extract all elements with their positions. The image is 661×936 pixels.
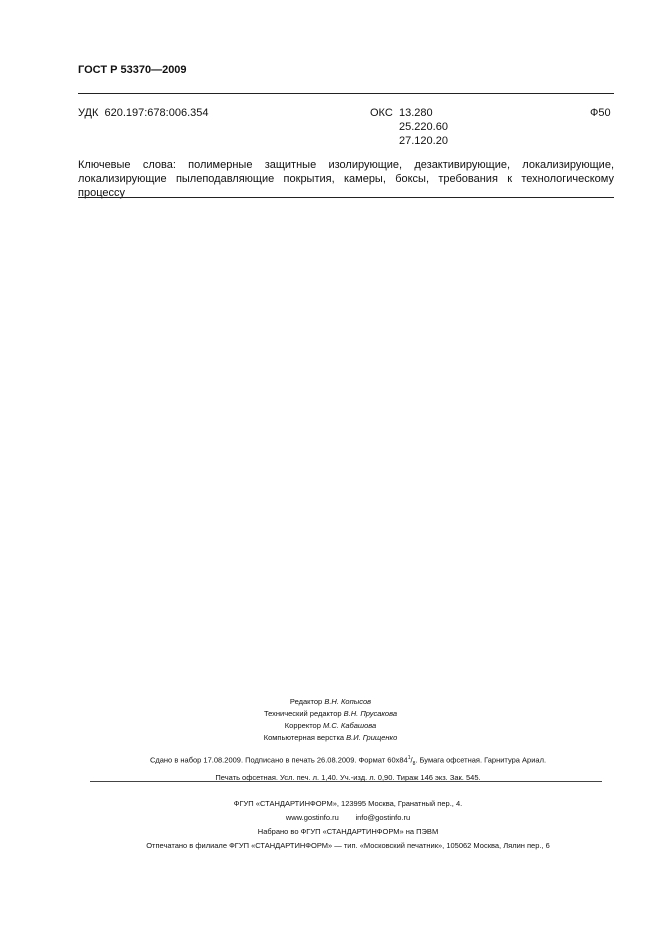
publisher-line: Набрано во ФГУП «СТАНДАРТИНФОРМ» на ПЭВМ	[257, 827, 439, 836]
format-slash: /	[410, 755, 413, 765]
udk-block	[78, 106, 208, 120]
credit-line	[0, 696, 661, 708]
credit-role: Технический редактор	[263, 709, 342, 718]
group-code: Ф50	[590, 107, 611, 119]
format-sup: 1	[407, 755, 411, 761]
credit-name: В.И. Грищенко	[346, 733, 398, 742]
udk-label: УДК	[78, 107, 99, 119]
standard-number: ГОСТ Р 53370—2009	[78, 64, 187, 76]
credit-line	[0, 732, 661, 744]
imprint-divider	[90, 781, 602, 782]
oks-value: 25.220.60	[399, 121, 448, 133]
credit-role: Корректор	[284, 721, 321, 730]
keywords-divider	[78, 197, 614, 198]
udk-value: 620.197:678:006.354	[104, 107, 209, 119]
credit-line	[0, 708, 661, 720]
oks-label: ОКС	[370, 107, 393, 119]
credit-name: М.С. Кабашова	[323, 721, 377, 730]
imprint-line: Печать офсетная. Усл. печ. л. 1,40. Уч.-изд. л. 0,90. Тираж 146 экз. Зак. 545.	[215, 773, 481, 782]
credit-name: В.Н. Прусакова	[343, 709, 398, 718]
format-sub: 8	[412, 761, 416, 767]
publisher-line: ФГУП «СТАНДАРТИНФОРМ», 123995 Москва, Гранатный пер., 4.	[233, 799, 463, 808]
oks-value: 27.120.20	[399, 135, 448, 147]
header-divider	[78, 93, 614, 94]
oks-value: 13.280	[399, 107, 433, 119]
credit-line	[0, 720, 661, 732]
imprint-text: . Бумага офсетная. Гарнитура Ариал.	[415, 755, 547, 765]
publisher-line: www.gostinfo.ru info@gostinfo.ru	[285, 813, 411, 822]
credit-name: В.Н. Копысов	[324, 697, 372, 706]
credit-role: Компьютерная верстка	[263, 733, 345, 742]
imprint-line	[78, 752, 618, 771]
credits-block	[0, 696, 661, 744]
oks-values	[399, 106, 448, 148]
publisher-line: Отпечатано в филиале ФГУП «СТАНДАРТИНФОРМ» — тип. «Московский печатник», 105062 Москва, Лялин пер., 6	[146, 841, 550, 850]
imprint-block	[78, 752, 618, 784]
credit-role: Редактор	[289, 697, 323, 706]
publisher-block	[78, 797, 618, 853]
keywords-text: Ключевые слова: полимерные защитные изолирующие, дезактивирующие, локализирующие, локализирующие пылеподавляющие покрытия, камеры, боксы, требования к технологическому процессу	[78, 159, 614, 199]
imprint-text: Сдано в набор 17.08.2009. Подписано в печать 26.08.2009. Формат 60x84	[149, 755, 408, 765]
